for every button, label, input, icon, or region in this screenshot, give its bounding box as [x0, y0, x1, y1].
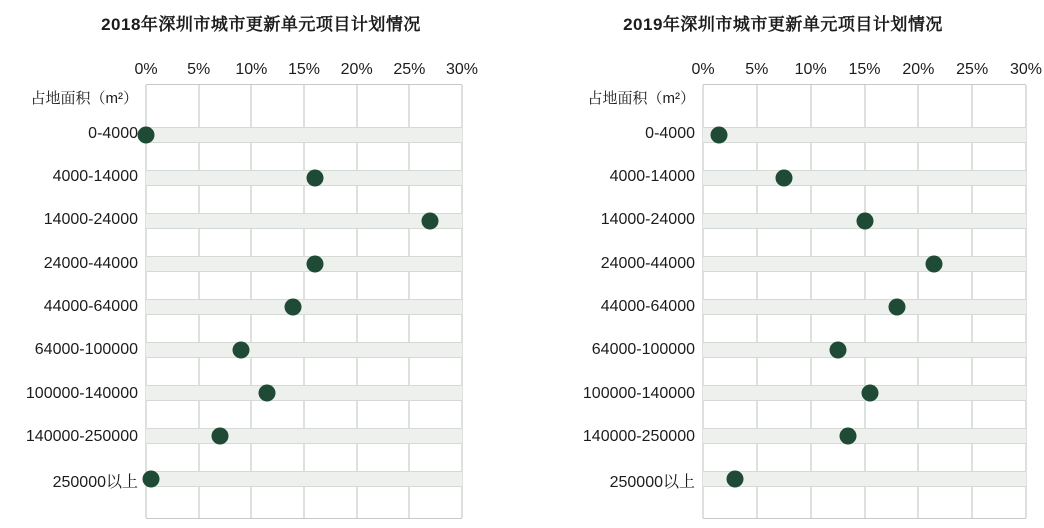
category-label: 14000-24000 [600, 211, 695, 229]
chart-title-2018: 2018年深圳市城市更新单元项目计划情况 [101, 15, 421, 34]
data-point-dot [840, 428, 857, 445]
chart-row [703, 415, 1026, 458]
chart-row [703, 458, 1026, 501]
category-label: 0-4000 [645, 124, 695, 142]
row-band [703, 127, 1026, 143]
y-axis-column-2019 [522, 84, 703, 519]
category-label: 4000-14000 [609, 167, 695, 185]
data-point-dot [775, 169, 792, 186]
x-tick-label: 5% [745, 61, 769, 78]
chart-row [703, 372, 1026, 415]
data-point-dot [926, 255, 943, 272]
x-axis-ticks-2018 [134, 54, 479, 84]
chart-row [703, 329, 1026, 372]
row-band [703, 256, 1026, 272]
x-axis-ticks-2019 [691, 54, 1043, 84]
category-label: 140000-250000 [25, 427, 138, 445]
data-point-dot [422, 212, 439, 229]
chart-2018 [0, 0, 522, 519]
x-tick-label: 0% [691, 61, 715, 78]
category-label: 44000-64000 [600, 297, 695, 315]
row-band [146, 342, 462, 358]
category-label: 64000-100000 [34, 341, 138, 359]
data-point-dot [232, 342, 249, 359]
chart-row [146, 329, 462, 372]
x-tick-label: 0% [134, 61, 158, 78]
y-axis-title-2018: 占地面积（m²） [30, 90, 138, 107]
data-point-dot [861, 385, 878, 402]
category-label: 100000-140000 [582, 384, 695, 402]
data-point-dot [711, 126, 728, 143]
x-tick-label: 10% [794, 61, 827, 78]
chart-row [703, 156, 1026, 199]
row-band [146, 471, 462, 487]
data-point-dot [306, 255, 323, 272]
x-tick-label: 30% [1009, 61, 1043, 78]
data-point-dot [259, 385, 276, 402]
category-label: 24000-44000 [43, 254, 138, 272]
category-label: 250000以上 [52, 473, 138, 491]
category-label: 14000-24000 [43, 211, 138, 229]
x-tick-label: 5% [187, 61, 211, 78]
y-axis-title-2019: 占地面积（m²） [587, 90, 695, 107]
chart-row [146, 199, 462, 242]
category-label: 44000-64000 [43, 297, 138, 315]
data-point-dot [306, 169, 323, 186]
chart-row [146, 415, 462, 458]
chart-row [703, 242, 1026, 285]
chart-row [146, 242, 462, 285]
plot-area-2019 [703, 84, 1026, 519]
category-label: 64000-100000 [591, 341, 695, 359]
chart-row [146, 156, 462, 199]
x-tick-label: 25% [956, 61, 989, 78]
row-band [146, 299, 462, 315]
row-band [146, 385, 462, 401]
chart-row [703, 113, 1026, 156]
chart-title-2019: 2019年深圳市城市更新单元项目计划情况 [623, 15, 943, 34]
category-labels-2018 [0, 112, 138, 502]
data-point-dot [888, 298, 905, 315]
data-point-dot [856, 212, 873, 229]
x-tick-label: 20% [902, 61, 935, 78]
y-axis-column-2018 [0, 84, 146, 519]
category-label: 0-4000 [88, 124, 138, 142]
chart-row [146, 285, 462, 328]
chart-row [146, 372, 462, 415]
category-label: 100000-140000 [25, 384, 138, 402]
data-point-dot [138, 126, 155, 143]
data-point-dot [727, 471, 744, 488]
category-label: 250000以上 [609, 473, 695, 491]
row-band [703, 170, 1026, 186]
row-band [146, 256, 462, 272]
plot-area-2018 [146, 84, 462, 519]
row-band [146, 127, 462, 143]
row-band [703, 471, 1026, 487]
x-tick-label: 15% [848, 61, 881, 78]
category-label: 24000-44000 [600, 254, 695, 272]
x-tick-label: 30% [445, 61, 479, 78]
x-tick-label: 15% [287, 61, 321, 78]
x-tick-label: 10% [235, 61, 268, 78]
data-point-dot [285, 298, 302, 315]
row-band [703, 299, 1026, 315]
rows-2019 [703, 113, 1026, 501]
chart-row [703, 199, 1026, 242]
category-label: 140000-250000 [582, 427, 695, 445]
category-labels-2019 [522, 112, 695, 502]
row-band [703, 342, 1026, 358]
category-label: 4000-14000 [52, 167, 138, 185]
rows-2018 [146, 113, 462, 501]
chart-row [146, 113, 462, 156]
x-tick-label: 20% [340, 61, 373, 78]
row-band [146, 170, 462, 186]
x-tick-label: 25% [393, 61, 426, 78]
chart-2019 [522, 0, 1044, 519]
row-band [146, 428, 462, 444]
row-band [703, 428, 1026, 444]
data-point-dot [211, 428, 228, 445]
data-point-dot [143, 471, 160, 488]
row-band [146, 213, 462, 229]
chart-row [703, 285, 1026, 328]
data-point-dot [829, 342, 846, 359]
chart-row [146, 458, 462, 501]
